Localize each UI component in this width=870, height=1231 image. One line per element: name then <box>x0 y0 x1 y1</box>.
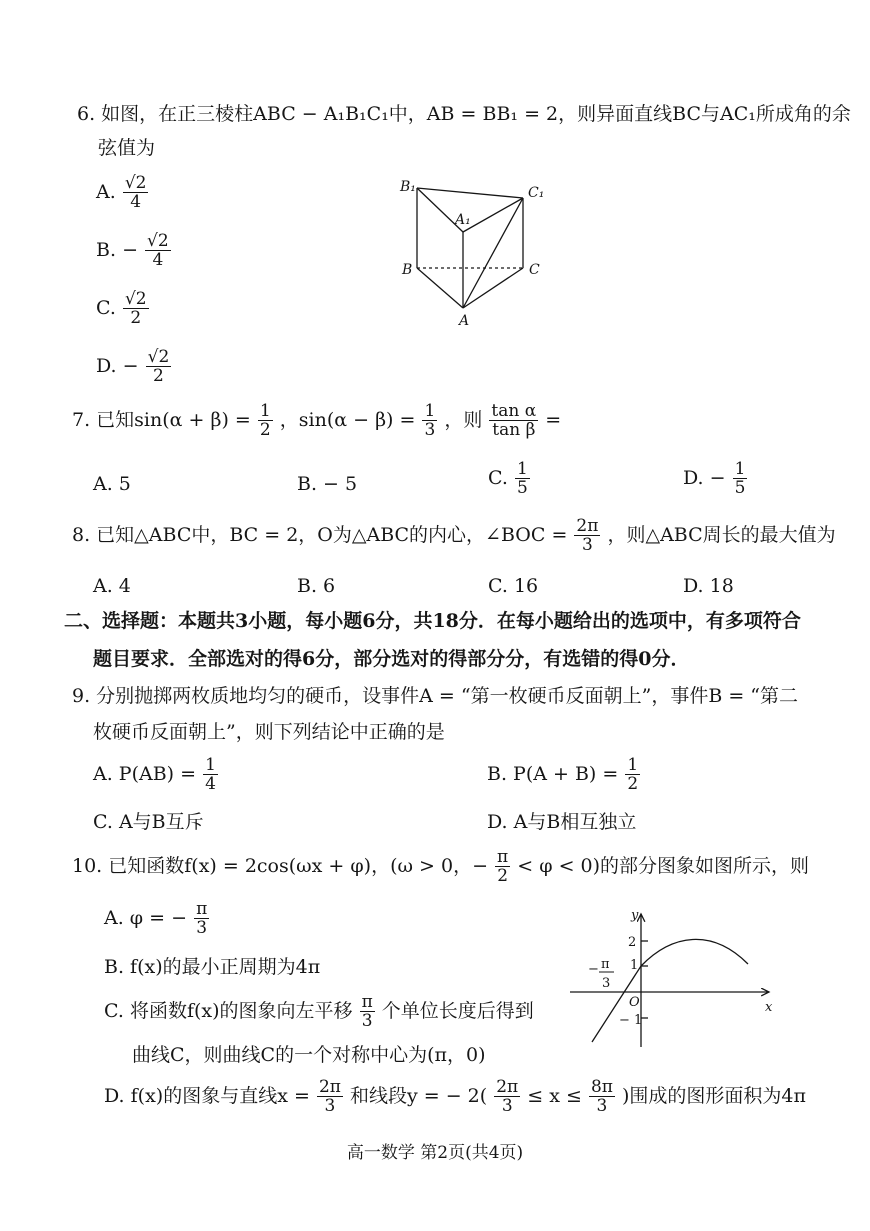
numerator: √2 <box>147 347 170 367</box>
option-label: B. <box>96 238 117 261</box>
label-c: C <box>529 262 540 278</box>
tick-label-1: 1 <box>630 958 639 973</box>
y-axis-label: y <box>631 908 639 923</box>
q9-option-a <box>93 756 219 794</box>
tick-label-minus1: − 1 <box>619 1013 643 1028</box>
q10-option-d <box>104 1078 806 1116</box>
fraction <box>733 460 748 498</box>
label-c1: C₁ <box>528 185 545 201</box>
q8-text-b: ，则△ABC周长的最大值为 <box>607 523 836 546</box>
q7-option-b: B. − 5 <box>297 473 358 495</box>
numerator: √2 <box>124 289 147 309</box>
fraction <box>317 1078 343 1116</box>
fraction <box>495 848 510 886</box>
option-label: B. P(A + B) = <box>487 762 619 785</box>
q10-stem <box>72 848 809 886</box>
fraction <box>360 993 375 1031</box>
q6-option-d <box>96 348 172 386</box>
section2-line2: 题目要求．全部选对的得6分，部分选对的得部分分，有选错的得0分． <box>93 648 690 670</box>
option-label: D. − <box>683 466 726 489</box>
q7-text-c: ，则 <box>444 408 483 431</box>
fraction <box>422 402 437 440</box>
q7-text-d: = <box>545 408 562 431</box>
numerator: 2π <box>496 1077 519 1097</box>
option-label: A. φ = − <box>104 906 188 929</box>
numerator: π <box>196 899 208 919</box>
q10-d-text-d: )围成的图形面积为4π <box>622 1084 807 1107</box>
numerator: 1 <box>627 755 639 775</box>
q8-option-c: C. 16 <box>488 575 539 597</box>
denominator: 5 <box>734 478 746 499</box>
denominator: 3 <box>501 1096 513 1117</box>
edge-ac <box>463 268 523 308</box>
prism-figure <box>395 172 555 332</box>
edge-b1c1 <box>417 188 523 198</box>
q10-c-text-a: C. 将函数f(x)的图象向左平移 <box>104 999 353 1022</box>
fraction <box>574 517 600 555</box>
q9-stem-line2: 枚硬币反面朝上”，则下列结论中正确的是 <box>93 721 445 743</box>
fraction <box>146 348 172 386</box>
denominator: 4 <box>205 774 216 795</box>
label-a1: A₁ <box>455 212 471 228</box>
function-graph <box>562 902 782 1052</box>
q10-text-a: 10. 已知函数f(x) = 2cos(ωx + φ)，(ω > 0，− <box>72 854 488 877</box>
numerator: 2π <box>576 516 599 536</box>
tick-label-2: 2 <box>628 935 637 950</box>
denominator: 3 <box>196 918 208 939</box>
numerator: √2 <box>124 173 147 193</box>
tick-label-x-num: π <box>601 957 610 972</box>
denominator: 2 <box>497 866 509 887</box>
denominator: 3 <box>596 1096 608 1117</box>
fraction <box>203 756 218 794</box>
denominator: 2 <box>259 420 271 441</box>
fraction <box>123 174 149 212</box>
denominator: 2 <box>627 774 639 795</box>
fraction <box>489 402 538 440</box>
numerator: π <box>361 992 373 1012</box>
fraction <box>515 460 530 498</box>
label-a: A <box>459 313 470 329</box>
q8-text-a: 8. 已知△ABC中，BC = 2，O为△ABC的内心，∠BOC = <box>72 523 568 546</box>
tick-label-x-sign: − <box>588 962 599 977</box>
denominator: 3 <box>324 1096 336 1117</box>
q10-d-text-c: ≤ x ≤ <box>527 1084 582 1107</box>
q9-stem-line1: 9. 分别抛掷两枚质地均匀的硬币，设事件A = “第一枚硬币反面朝上”，事件B = “第二 <box>72 685 798 707</box>
origin-label: O <box>629 995 640 1010</box>
fraction <box>494 1078 520 1116</box>
option-label: C. <box>96 296 116 319</box>
x-axis-label: x <box>765 1000 773 1015</box>
fraction <box>258 402 273 440</box>
label-b: B <box>402 262 413 278</box>
q7-text-b: ，sin(α − β) = <box>279 408 416 431</box>
tick-label-x-den: 3 <box>602 976 611 991</box>
curve <box>592 939 748 1042</box>
denominator: 3 <box>582 535 593 556</box>
q6-stem-line1: 6. 如图，在正三棱柱ABC − A₁B₁C₁中，AB = BB₁ = 2，则异面直线BC与AC₁所成角的余 <box>77 103 851 125</box>
q10-option-c <box>104 993 534 1031</box>
q7-option-d <box>683 460 748 498</box>
q9-option-d: D. A与B相互独立 <box>487 811 637 833</box>
page-footer: 高一数学 第2页(共4页) <box>346 1143 524 1163</box>
q6-option-a <box>96 174 149 212</box>
option-label: A. P(AB) = <box>93 762 197 785</box>
option-sign: − <box>122 354 139 377</box>
numerator: 1 <box>259 401 271 421</box>
q10-d-text-b: 和线段y = − 2( <box>349 1084 488 1107</box>
fraction <box>625 756 640 794</box>
fraction <box>589 1078 615 1116</box>
denominator: 2 <box>153 366 164 387</box>
numerator: 1 <box>424 401 436 421</box>
denominator: 4 <box>130 192 142 213</box>
q6-option-b <box>96 232 172 270</box>
q10-option-b: B. f(x)的最小正周期为4π <box>104 956 321 978</box>
q10-d-text-a: D. f(x)的图象与直线x = <box>104 1084 310 1107</box>
denominator: 5 <box>516 478 528 499</box>
numerator: tan α <box>491 401 537 421</box>
q10-option-c-line2: 曲线C，则曲线C的一个对称中心为(π，0) <box>132 1044 486 1066</box>
fraction <box>123 290 149 328</box>
q10-c-text-b: 个单位长度后得到 <box>381 999 534 1022</box>
section2-line1: 二、选择题：本题共3小题，每小题6分，共18分．在每小题给出的选项中，有多项符合 <box>64 610 801 632</box>
numerator: √2 <box>147 231 169 251</box>
q8-option-b: B. 6 <box>297 575 336 597</box>
denominator: 3 <box>361 1011 373 1032</box>
q10-option-a <box>104 900 210 938</box>
q7-option-c <box>488 460 531 498</box>
denominator: tan β <box>492 420 536 441</box>
fraction <box>145 232 171 270</box>
numerator: 1 <box>516 459 528 479</box>
q7-text-a: 7. 已知sin(α + β) = <box>72 408 251 431</box>
q9-option-b <box>487 756 641 794</box>
denominator: 2 <box>130 308 142 329</box>
numerator: 1 <box>205 755 216 775</box>
option-label: C. <box>488 466 508 489</box>
q8-option-d: D. 18 <box>683 575 734 597</box>
q8-stem <box>72 517 836 555</box>
q7-option-a: A. 5 <box>93 473 131 495</box>
numerator: 2π <box>318 1077 341 1097</box>
q6-stem-line2: 弦值为 <box>98 137 156 159</box>
denominator: 4 <box>152 250 164 271</box>
q6-option-c <box>96 290 150 328</box>
option-label: A. <box>96 180 116 203</box>
label-b1: B₁ <box>400 179 416 195</box>
numerator: 1 <box>734 459 746 479</box>
option-label: D. <box>96 354 117 377</box>
denominator: 3 <box>424 420 436 441</box>
fraction <box>194 900 209 938</box>
option-sign: − <box>122 238 138 261</box>
q9-option-c: C. A与B互斥 <box>93 811 204 833</box>
q8-option-a: A. 4 <box>93 575 131 597</box>
q10-text-b: < φ < 0)的部分图象如图所示，则 <box>517 854 810 877</box>
numerator: 8π <box>590 1077 613 1097</box>
q7-stem <box>72 402 561 440</box>
numerator: π <box>497 847 509 867</box>
edge-ab <box>417 268 463 308</box>
